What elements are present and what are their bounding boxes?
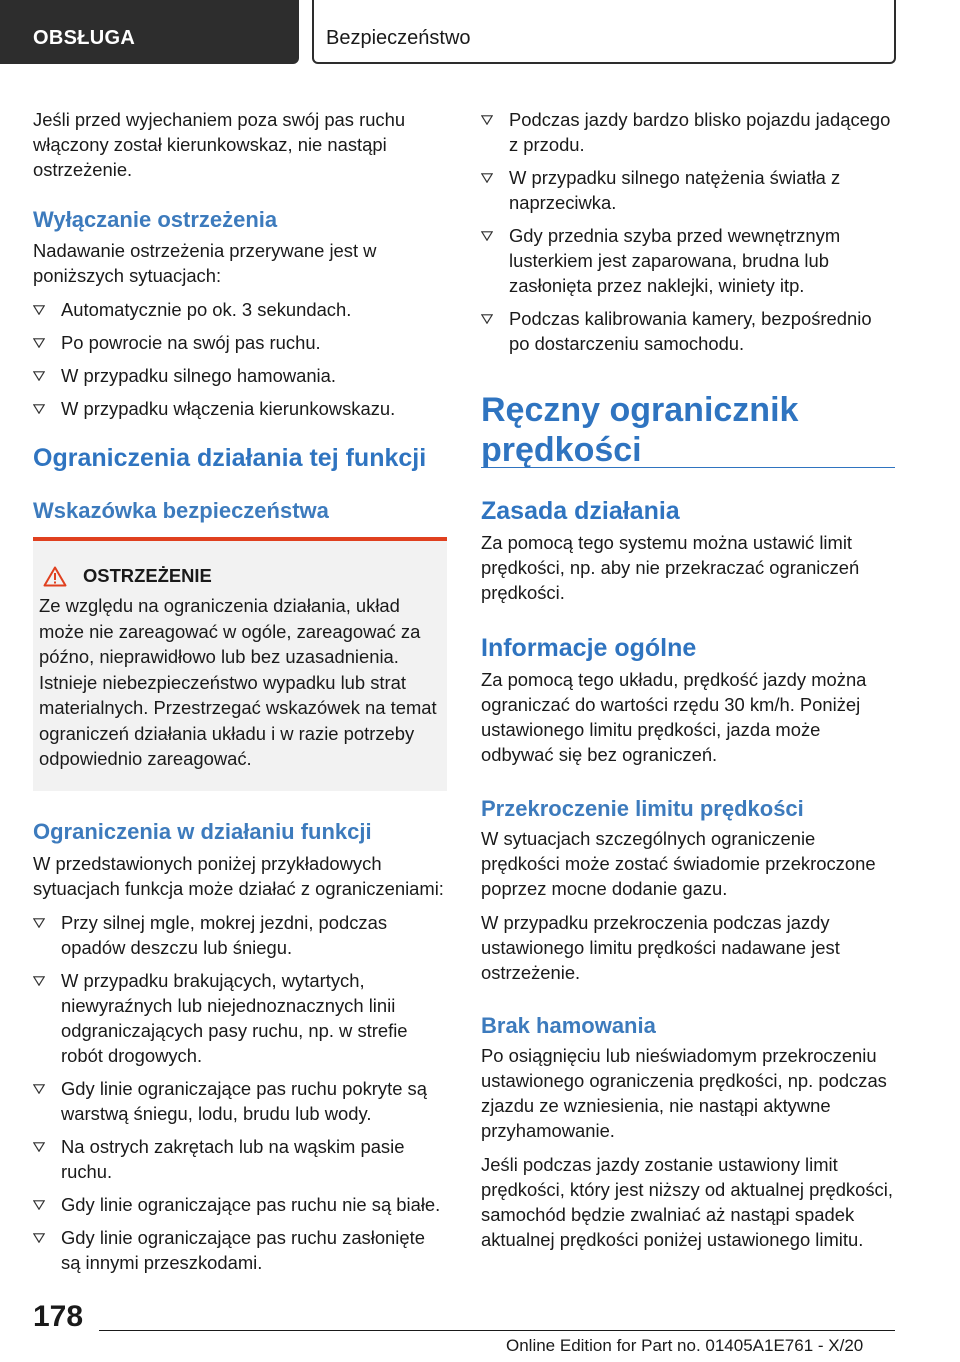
- bullet-triangle-icon: [481, 115, 493, 125]
- exceed-paragraph-2: W przypadku przekroczenia podczas jazdy ustawionego limitu prędkości nadawane jest ostrzeżenie.: [481, 912, 840, 983]
- heading-safety: Wskazówka bezpieczeństwa: [33, 498, 329, 523]
- no-brake-paragraph-1: Po osiągnięciu lub nieświadomym przekroczeniu ustawionego ograniczenia prędkości, np. podczas zjazdu ze wzniesienia, nie nastąpi aktywne przyhamowanie.: [481, 1045, 887, 1141]
- heading-general: Informacje ogólne: [481, 634, 697, 662]
- safety-heading-block: [33, 497, 447, 525]
- limits-heading-block: [33, 442, 447, 474]
- list-item: Podczas kalibrowania kamery, bezpośrednio po dostarczeniu samochodu.: [481, 306, 895, 356]
- section-label: OBSŁUGA: [33, 27, 136, 49]
- list-item: Gdy linie ograniczające pas ruchu zasłonięte są innymi przeszkodami.: [33, 1225, 447, 1275]
- list-item: W przypadku brakujących, wytartych, niewyraźnych lub niejednoznacznych linii odgraniczających pasy ruchu, np. w strefie robót drogowych.: [33, 968, 447, 1068]
- warning-off-list: [33, 297, 447, 421]
- warning-triangle-icon: [43, 566, 67, 587]
- bullet-triangle-icon: [33, 404, 45, 414]
- function-limits-paragraph: W przedstawionych poniżej przykładowych sytuacjach funkcja może działać z ograniczeniami:: [33, 853, 444, 899]
- heading-warning-off: Wyłączanie ostrzeżenia: [33, 207, 278, 232]
- warning-text: Ze względu na ograniczenia działania, układ może nie zareagować w ogóle, zareagować za późno, nieprawidłowo lub bez uzasadnienia. Istnieje niebezpieczeństwo wypadku lub strat materialnych. Przestrzegać wskazówek na temat ograniczeń działania układu i w razie potrzeby odpowiednio zareagować.: [39, 595, 437, 769]
- general-paragraph: Za pomocą tego układu, prędkość jazdy można ograniczać do wartości rzędu 30 km/h. Poniżej ustawionego limitu prędkości, jazda może odbywać się bez ograniczeń.: [481, 669, 867, 765]
- list-item: Po powrocie na swój pas ruchu.: [33, 330, 447, 355]
- list-item: Na ostrych zakrętach lub na wąskim pasie ruchu.: [33, 1134, 447, 1184]
- list-item: Gdy linie ograniczające pas ruchu nie są białe.: [33, 1192, 447, 1217]
- function-limits-list: [33, 910, 447, 1275]
- list-item: Gdy przednia szyba przed wewnętrznym lusterkiem jest zaparowana, brudna lub zasłonięta przez naklejki, winiety itp.: [481, 223, 895, 298]
- intro-paragraph: Jeśli przed wyjechaniem poza swój pas ruchu włączony został kierunkowskaz, nie nastąpi ostrzeżenie.: [33, 109, 406, 180]
- warning-off-section: [33, 206, 447, 429]
- page-header: [0, 0, 960, 66]
- conditions-list: [481, 107, 895, 356]
- page-number: 178: [33, 1300, 84, 1333]
- bullet-triangle-icon: [33, 1233, 45, 1243]
- heading-function-limits: Ograniczenia w działaniu funkcji: [33, 819, 372, 844]
- list-item: Podczas jazdy bardzo blisko pojazdu jadącego z przodu.: [481, 107, 895, 157]
- no-brake-section: [481, 1012, 895, 1261]
- list-item: W przypadku silnego hamowania.: [33, 363, 447, 388]
- exceed-section: [481, 795, 895, 994]
- heading-speed-limiter: Ręczny ogranicznik prędkości: [481, 391, 799, 469]
- principle-section: [481, 495, 895, 614]
- bullet-triangle-icon: [33, 338, 45, 348]
- bullet-triangle-icon: [481, 231, 493, 241]
- bullet-triangle-icon: [33, 976, 45, 986]
- chapter-label: Bezpieczeństwo: [326, 27, 471, 49]
- list-item: Gdy linie ograniczające pas ruchu pokryte są warstwą śniegu, lodu, brudu lub wody.: [33, 1076, 447, 1126]
- bullet-triangle-icon: [33, 918, 45, 928]
- list-item: Automatycznie po ok. 3 sekundach.: [33, 297, 447, 322]
- no-brake-paragraph-2: Jeśli podczas jazdy zostanie ustawiony limit prędkości, który jest niższy od aktualnej prędkości, samochód będzie zwalniać aż nastąpi spadek aktualnej prędkości poniżej ustawionego limitu.: [481, 1154, 893, 1250]
- list-item: W przypadku silnego natężenia światła z naprzeciwka.: [481, 165, 895, 215]
- exceed-paragraph-1: W sytuacjach szczególnych ograniczenie prędkości może zostać świadomie przekroczone poprzez mocne dodanie gazu.: [481, 828, 876, 899]
- main-heading-block: [481, 390, 895, 468]
- chapter-tab: [312, 0, 896, 64]
- bullet-triangle-icon: [33, 371, 45, 381]
- warning-title: OSTRZEŻENIE: [83, 565, 212, 586]
- bullet-triangle-icon: [481, 173, 493, 183]
- heading-limits: Ograniczenia działania tej funkcji: [33, 444, 427, 472]
- warning-box: [33, 537, 447, 791]
- function-limits-section: [33, 818, 447, 1283]
- general-section: [481, 632, 895, 776]
- bullet-triangle-icon: [33, 1142, 45, 1152]
- list-item: Przy silnej mgle, mokrej jezdni, podczas opadów deszczu lub śniegu.: [33, 910, 447, 960]
- left-column: [33, 107, 447, 191]
- section-tab: [0, 0, 299, 64]
- bullet-triangle-icon: [33, 1200, 45, 1210]
- footer-rule: [99, 1330, 895, 1331]
- bullet-triangle-icon: [481, 314, 493, 324]
- edition-text: Online Edition for Part no. 01405A1E761 - X/20: [506, 1336, 864, 1355]
- heading-principle: Zasada działania: [481, 497, 680, 525]
- bullet-triangle-icon: [33, 305, 45, 315]
- heading-exceed: Przekroczenie limitu prędkości: [481, 796, 804, 821]
- list-item: W przypadku włączenia kierunkowskazu.: [33, 396, 447, 421]
- bullet-triangle-icon: [33, 1084, 45, 1094]
- principle-paragraph: Za pomocą tego systemu można ustawić limit prędkości, np. aby nie przekraczać ograniczeń prędkości.: [481, 532, 860, 603]
- heading-no-brake: Brak hamowania: [481, 1013, 656, 1038]
- right-top-list-block: [481, 107, 895, 364]
- warning-off-paragraph: Nadawanie ostrzeżenia przerywane jest w poniższych sytuacjach:: [33, 240, 377, 286]
